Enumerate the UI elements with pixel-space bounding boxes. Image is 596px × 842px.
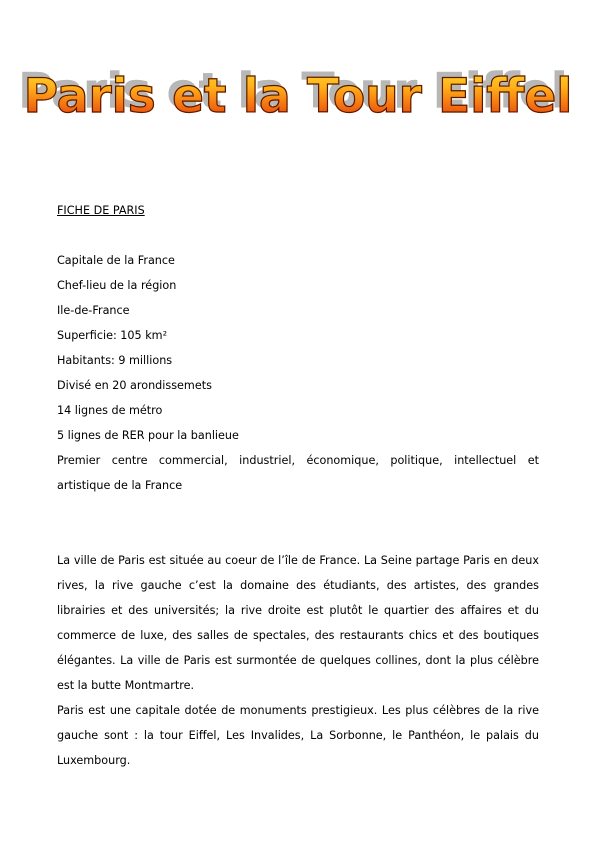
fact-item: Premier centre commercial, industriel, économique, politique, intellectuel et artistique de la France xyxy=(57,454,539,492)
paragraph: La ville de Paris est située au coeur de l’île de France. La Seine partage Paris en deux rives, la rive gauche c’est la domaine des étudiants, des artistes, des grandes librairies et des universités; la rive droite est plutôt le quartier des affaires et du commerce de luxe, des salles de spectales, des restaurants chics et des boutiques élégantes. La ville de Paris est surmontée de quelques collines, dont la plus célèbre est la butte Montmartre. xyxy=(57,554,539,692)
fact-item: 5 lignes de RER pour la banlieue xyxy=(57,429,239,442)
fact-item: Chef-lieu de la région xyxy=(57,279,177,292)
section-heading: FICHE DE PARIS xyxy=(57,204,145,217)
document-body xyxy=(57,198,539,773)
fact-item: 14 lignes de métro xyxy=(57,404,163,417)
fact-item: Superficie: 105 km² xyxy=(57,329,168,342)
title-area xyxy=(0,62,596,142)
fact-item: Ile-de-France xyxy=(57,304,130,317)
spacer xyxy=(57,498,539,548)
page-title: Paris et la Tour Eiffel xyxy=(24,62,573,132)
fact-item: Divisé en 20 arondissemets xyxy=(57,379,212,392)
fact-item: Habitants: 9 millions xyxy=(57,354,173,367)
fact-item: Capitale de la France xyxy=(57,254,175,267)
facts-list xyxy=(57,248,539,498)
paragraph: Paris est une capitale dotée de monuments prestigieux. Les plus célèbres de la rive gauche sont : la tour Eiffel, Les Invalides, La Sorbonne, le Panthéon, le palais du Luxembourg. xyxy=(57,704,539,767)
